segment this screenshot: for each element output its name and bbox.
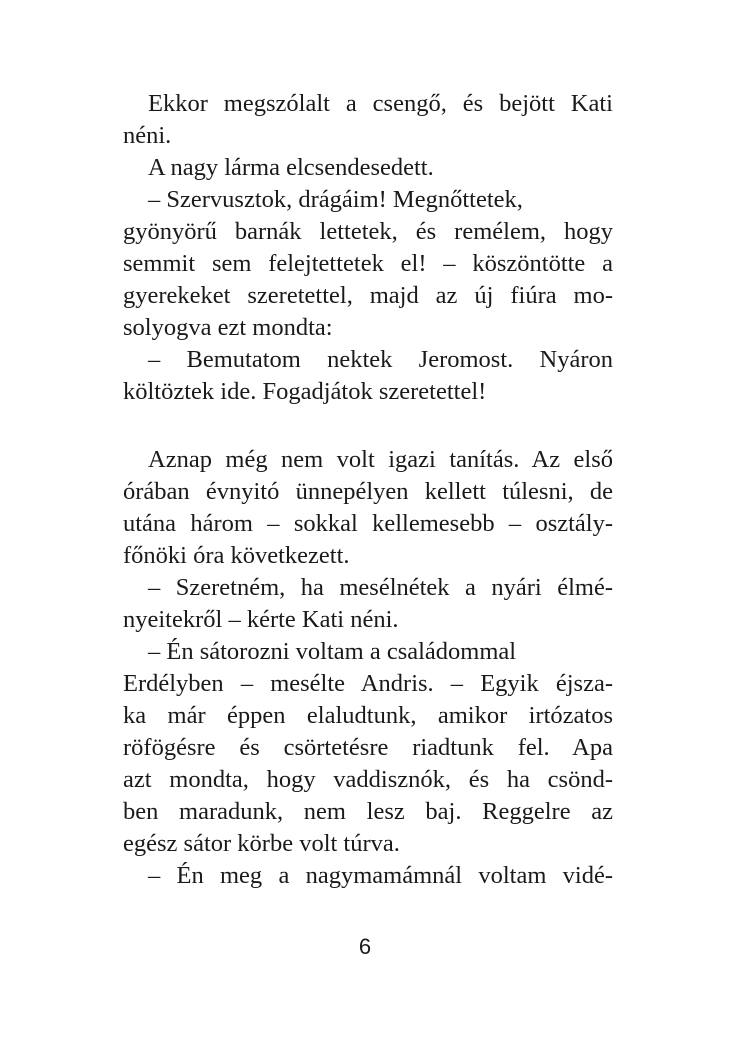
text-line: – Szeretném, ha mesélnétek a nyári élmé- [148, 574, 613, 601]
text-line: röfögésre és csörtetésre riadtunk fel. Apa [123, 734, 613, 761]
text-line: – Bemutatom nektek Jeromost. Nyáron [148, 346, 613, 373]
text-line: A nagy lárma elcsendesedett. [148, 154, 434, 181]
text-line: ben maradunk, nem lesz baj. Reggelre az [123, 798, 613, 825]
page-number: 6 [358, 934, 372, 959]
text-line: – Én sátorozni voltam a családommal [148, 638, 517, 665]
text-line: – Én meg a nagymamámnál voltam vidé- [148, 862, 613, 889]
text-line: néni. [123, 122, 172, 149]
text-line: solyogva ezt mondta: [123, 314, 333, 341]
text-line: utána három – sokkal kellemesebb – osztály- [123, 510, 613, 537]
text-line: egész sátor körbe volt túrva. [123, 830, 400, 857]
text-line: Ekkor megszólalt a csengő, és bejött Kati [148, 90, 613, 117]
text-line: órában évnyitó ünnepélyen kellett túlesni, de [123, 478, 613, 505]
text-line: azt mondta, hogy vaddisznók, és ha csönd- [123, 766, 613, 793]
text-line: Erdélyben – mesélte Andris. – Egyik éjsza- [123, 670, 613, 697]
text-line: gyönyörű barnák lettetek, és remélem, hogy [123, 218, 613, 245]
text-line: nyeitekről – kérte Kati néni. [123, 606, 399, 633]
text-line: Aznap még nem volt igazi tanítás. Az első [148, 446, 613, 473]
text-line: költöztek ide. Fogadjátok szeretettel! [123, 378, 487, 405]
text-line: ka már éppen elaludtunk, amikor irtózatos [123, 702, 613, 729]
text-line: gyerekeket szeretettel, majd az új fiúra mo- [123, 282, 613, 309]
text-line: – Szervusztok, drágáim! Megnőttetek, [148, 186, 523, 213]
text-line: semmit sem felejtettetek el! – köszöntötte a [123, 250, 613, 277]
text-line: főnöki óra következett. [123, 542, 350, 569]
